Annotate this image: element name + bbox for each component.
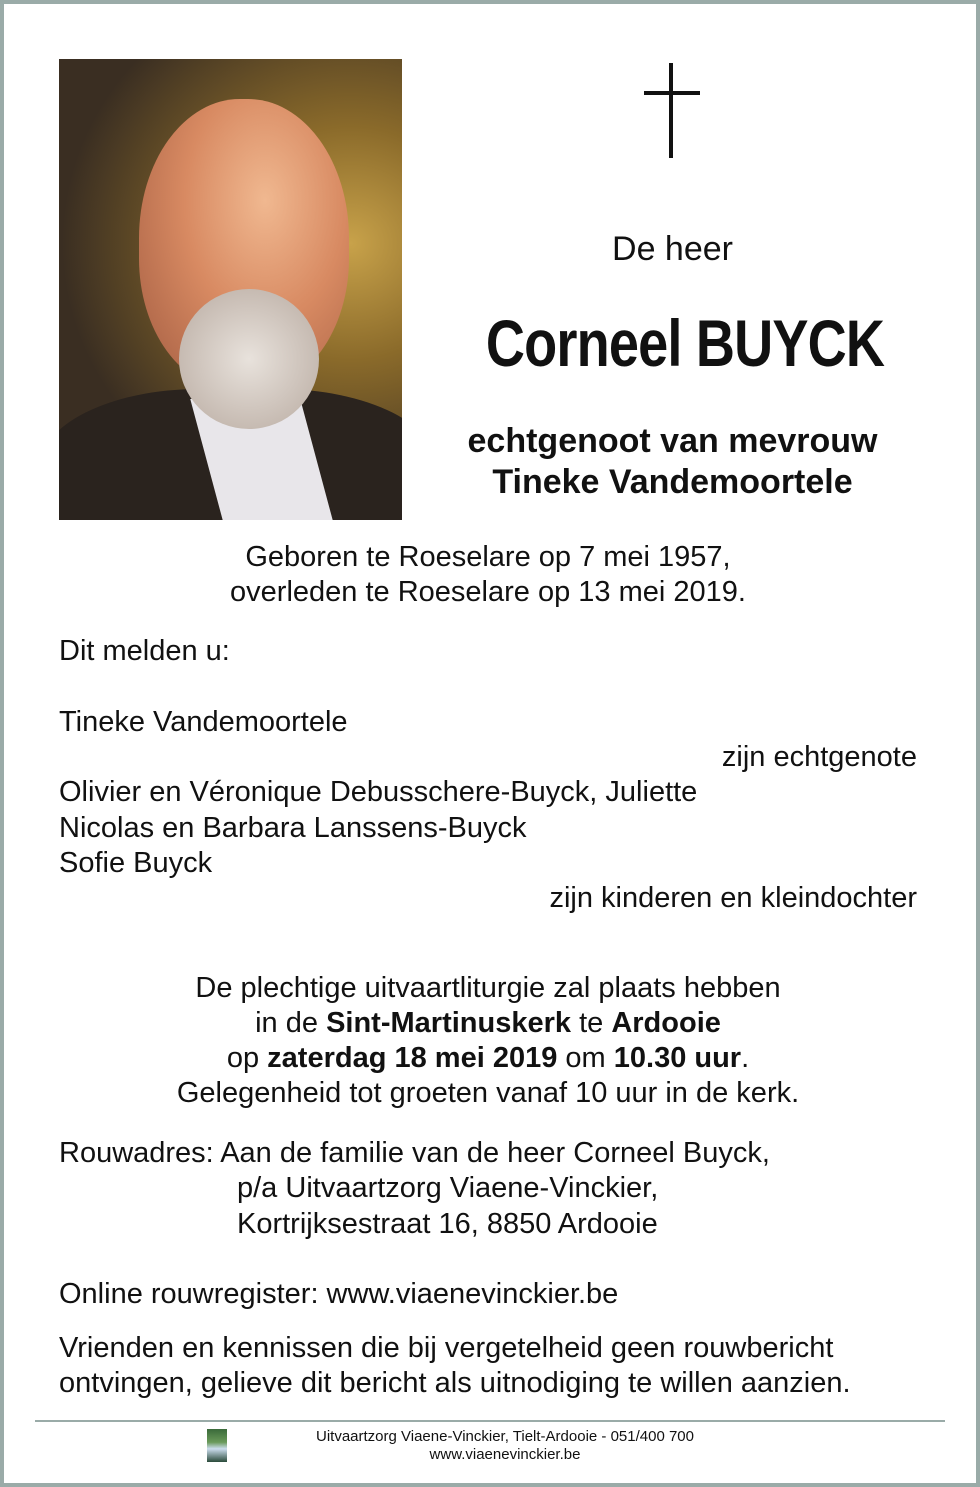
spouse-info [440,421,905,503]
footer-website[interactable]: www.viaenevinckier.be [429,1446,581,1463]
child-line: Sofie Buyck [59,847,213,879]
announce-intro: Dit melden u: [59,635,230,667]
birth-line: Geboren te Roeselare op 7 mei 1957, [245,541,731,573]
funeral-info [0,971,976,1111]
church-name: Sint-Martinuskerk [326,1007,572,1039]
funeral-line-4: Gelegenheid tot groeten vanaf 10 uur in de kerk. [176,1077,800,1109]
spouse-line-2: Tineke Vandemoortele [492,463,853,501]
company-logo-icon [207,1429,227,1462]
address-line-2: p/a Uitvaartzorg Viaene-Vinckier, [237,1172,659,1204]
funeral-line-1: De plechtige uitvaartliturgie zal plaats hebben [195,972,781,1004]
address-line-1: Rouwadres: Aan de familie van de heer Corneel Buyck, [59,1137,770,1169]
footer-company: Uitvaartzorg Viaene-Vinckier, Tielt-Ardooie - 051/400 700 [316,1428,694,1445]
address-line-3: Kortrijksestraat 16, 8850 Ardooie [237,1208,658,1240]
spouse-line-1: echtgenoot van mevrouw [467,422,878,460]
honorific: De heer [612,230,733,268]
portrait-photo [59,59,402,520]
spouse-name: Tineke Vandemoortele [59,706,348,738]
footer [240,1428,770,1464]
cross-icon [644,63,700,158]
child-line: Nicolas en Barbara Lanssens-Buyck [59,812,527,844]
funeral-datetime: op zaterdag 18 mei 2019 om 10.30 uur. [226,1042,750,1074]
deceased-name: Corneel BUYCK [485,306,885,380]
funeral-location: in de Sint-Martinuskerk te Ardooie [255,1007,721,1039]
online-register: Online rouwregister: www.viaenevinckier.be [59,1278,619,1310]
death-line: overleden te Roeselare op 13 mei 2019. [230,576,746,608]
children-role: zijn kinderen en kleindochter [549,882,917,914]
dates [0,540,976,610]
child-line: Olivier en Véronique Debusschere-Buyck, Juliette [59,776,698,808]
footer-divider [35,1420,945,1422]
funeral-date: zaterdag 18 mei 2019 [267,1042,558,1074]
funeral-time: 10.30 uur [613,1042,742,1074]
spouse-role: zijn echtgenote [721,741,917,773]
town-name: Ardooie [611,1007,721,1039]
closing-line-1: Vrienden en kennissen die bij vergetelheid geen rouwbericht [59,1332,834,1364]
closing-line-2: ontvingen, gelieve dit bericht als uitnodiging te willen aanzien. [59,1367,851,1399]
